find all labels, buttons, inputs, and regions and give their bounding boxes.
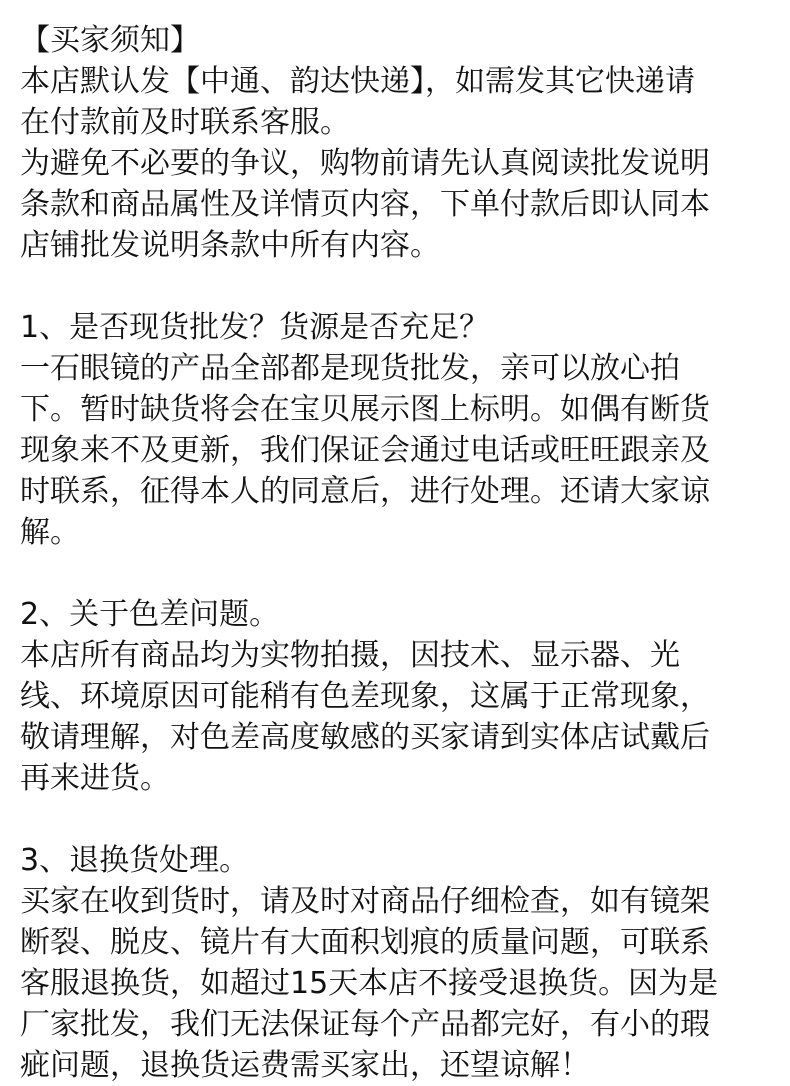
section-3-line: 疵问题，退换货运费需买家出，还望谅解！ (20, 1048, 590, 1083)
intro-line: 为避免不必要的争议，购物前请先认真阅读批发说明 (20, 146, 710, 181)
paragraph-spacer (20, 799, 780, 840)
section-2-heading: 2、关于色差问题。 (20, 597, 280, 632)
section-1-line: 一石眼镜的产品全部都是现货批发，亲可以放心拍 (20, 351, 680, 386)
section-1-heading: 1、是否现货批发？货源是否充足？ (20, 310, 490, 345)
section-3-heading: 3、退换货处理。 (20, 843, 250, 878)
section-1-line: 解。 (20, 515, 80, 550)
section-1-line: 下。暂时缺货将会在宝贝展示图上标明。如偶有断货 (20, 392, 710, 427)
section-3-line: 买家在收到货时，请及时对商品仔细检查，如有镜架 (20, 884, 710, 919)
section-2-line: 线、环境原因可能稍有色差现象，这属于正常现象， (20, 679, 710, 714)
paragraph-spacer (20, 266, 780, 307)
paragraph-spacer (20, 553, 780, 594)
intro-line: 条款和商品属性及详情页内容，下单付款后即认同本 (20, 187, 710, 222)
intro-line: 店铺批发说明条款中所有内容。 (20, 228, 440, 263)
section-3-line: 断裂、脱皮、镜片有大面积划痕的质量问题，可联系 (20, 925, 710, 960)
section-3-line: 厂家批发，我们无法保证每个产品都完好，有小的瑕 (20, 1007, 710, 1042)
notice-title: 【买家须知】 (20, 23, 200, 58)
section-2-line: 本店所有商品均为实物拍摄，因技术、显示器、光 (20, 638, 680, 673)
section-2-line: 敬请理解，对色差高度敏感的买家请到实体店试戴后 (20, 720, 710, 755)
section-2-line: 再来进货。 (20, 761, 170, 796)
buyer-notice-document (20, 20, 780, 1086)
section-1-line: 时联系，征得本人的同意后，进行处理。还请大家谅 (20, 474, 710, 509)
intro-line: 本店默认发【中通、韵达快递】，如需发其它快递请 (20, 64, 695, 99)
section-3-line: 客服退换货，如超过15天本店不接受退换货。因为是 (20, 966, 719, 1001)
section-1-line: 现象来不及更新，我们保证会通过电话或旺旺跟亲及 (20, 433, 710, 468)
intro-line: 在付款前及时联系客服。 (20, 105, 350, 140)
